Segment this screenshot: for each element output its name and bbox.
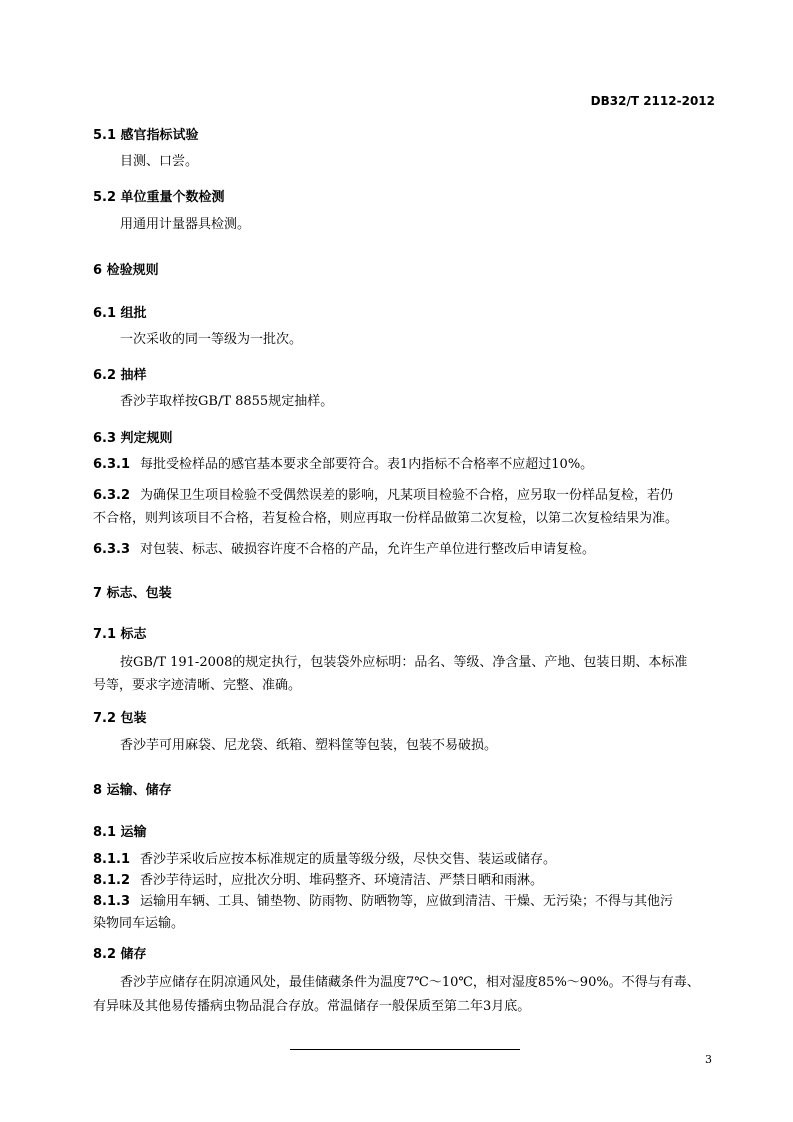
clause-number: 6.3.3 [93,542,131,557]
heading-5-2: 5.2 单位重量个数检测 [93,190,225,205]
clause-8-1-3 [93,890,716,913]
paragraph-7-2: 香沙芋可用麻袋、尼龙袋、纸箱、塑料筐等包装，包装不易破损。 [120,738,498,753]
standard-code-header: DB32/T 2112-2012 [590,94,715,108]
paragraph-5-1: 目测、口尝。 [120,154,199,169]
clause-text: 香沙芋采收后应按本标准规定的质量等级分级，尽快交售、装运或储存。 [140,852,557,867]
clause-8-1-2 [93,869,716,892]
heading-6-1: 6.1 组批 [93,306,147,321]
clause-6-3-1 [93,453,716,476]
clause-number: 8.1.3 [93,894,131,909]
paragraph-7-1-continued: 号等，要求字迹清晰、完整、准确。 [93,678,302,693]
heading-5-1: 5.1 感官指标试验 [93,128,199,143]
clause-text: 运输用车辆、工具、铺垫物、防雨物、防晒物等，应做到清洁、干燥、无污染；不得与其他污 [140,894,674,909]
clause-text: 为确保卫生项目检验不受偶然误差的影响，凡某项目检验不合格，应另取一份样品复检，若仍 [140,488,674,503]
heading-6-2: 6.2 抽样 [93,368,147,383]
clause-6-3-3 [93,538,716,561]
heading-8: 8 运输、储存 [93,783,172,798]
clause-text: 香沙芋待运时，应批次分明、堆码整齐、环境清洁、严禁日晒和雨淋。 [140,873,544,888]
clause-text: 每批受检样品的感官基本要求全部要符合。表1内指标不合格率不应超过10%。 [140,457,594,472]
paragraph-5-2: 用通用计量器具检测。 [120,217,251,232]
heading-6: 6 检验规则 [93,263,159,278]
clause-text: 对包装、标志、破损容许度不合格的产品，允许生产单位进行整改后申请复检。 [140,542,596,557]
clause-number: 6.3.1 [93,457,131,472]
clause-6-3-2-continued: 不合格，则判该项目不合格，若复检合格，则应再取一份样品做第二次复检，以第二次复检结果为准。 [93,511,679,526]
clause-6-3-2 [93,484,716,507]
heading-8-2: 8.2 储存 [93,947,147,962]
clause-number: 6.3.2 [93,488,131,503]
footer-rule [290,1049,520,1050]
heading-7-2: 7.2 包装 [93,711,147,726]
heading-8-1: 8.1 运输 [93,825,147,840]
clause-number: 8.1.2 [93,873,131,888]
clause-8-1-3-continued: 染物同车运输。 [93,916,185,931]
clause-8-1-1 [93,848,716,871]
paragraph-6-1: 一次采收的同一等级为一批次。 [120,332,303,347]
paragraph-6-2: 香沙芋取样按GB/T 8855规定抽样。 [120,394,334,409]
paragraph-8-2-continued: 有异味及其他易传播病虫物品混合存放。常温储存一般保质至第二年3月底。 [93,999,531,1014]
heading-7-1: 7.1 标志 [93,627,147,642]
page-number: 3 [705,1053,712,1066]
paragraph-7-1: 按GB/T 191-2008的规定执行，包装袋外应标明：品名、等级、净含量、产地、包装日期、本标准 [120,655,688,670]
heading-7: 7 标志、包装 [93,586,172,601]
heading-6-3: 6.3 判定规则 [93,431,173,446]
clause-number: 8.1.1 [93,852,131,867]
paragraph-8-2: 香沙芋应储存在阴凉通风处，最佳储藏条件为温度7℃～10℃，相对湿度85%～90%。不得与有毒、 [120,975,700,990]
